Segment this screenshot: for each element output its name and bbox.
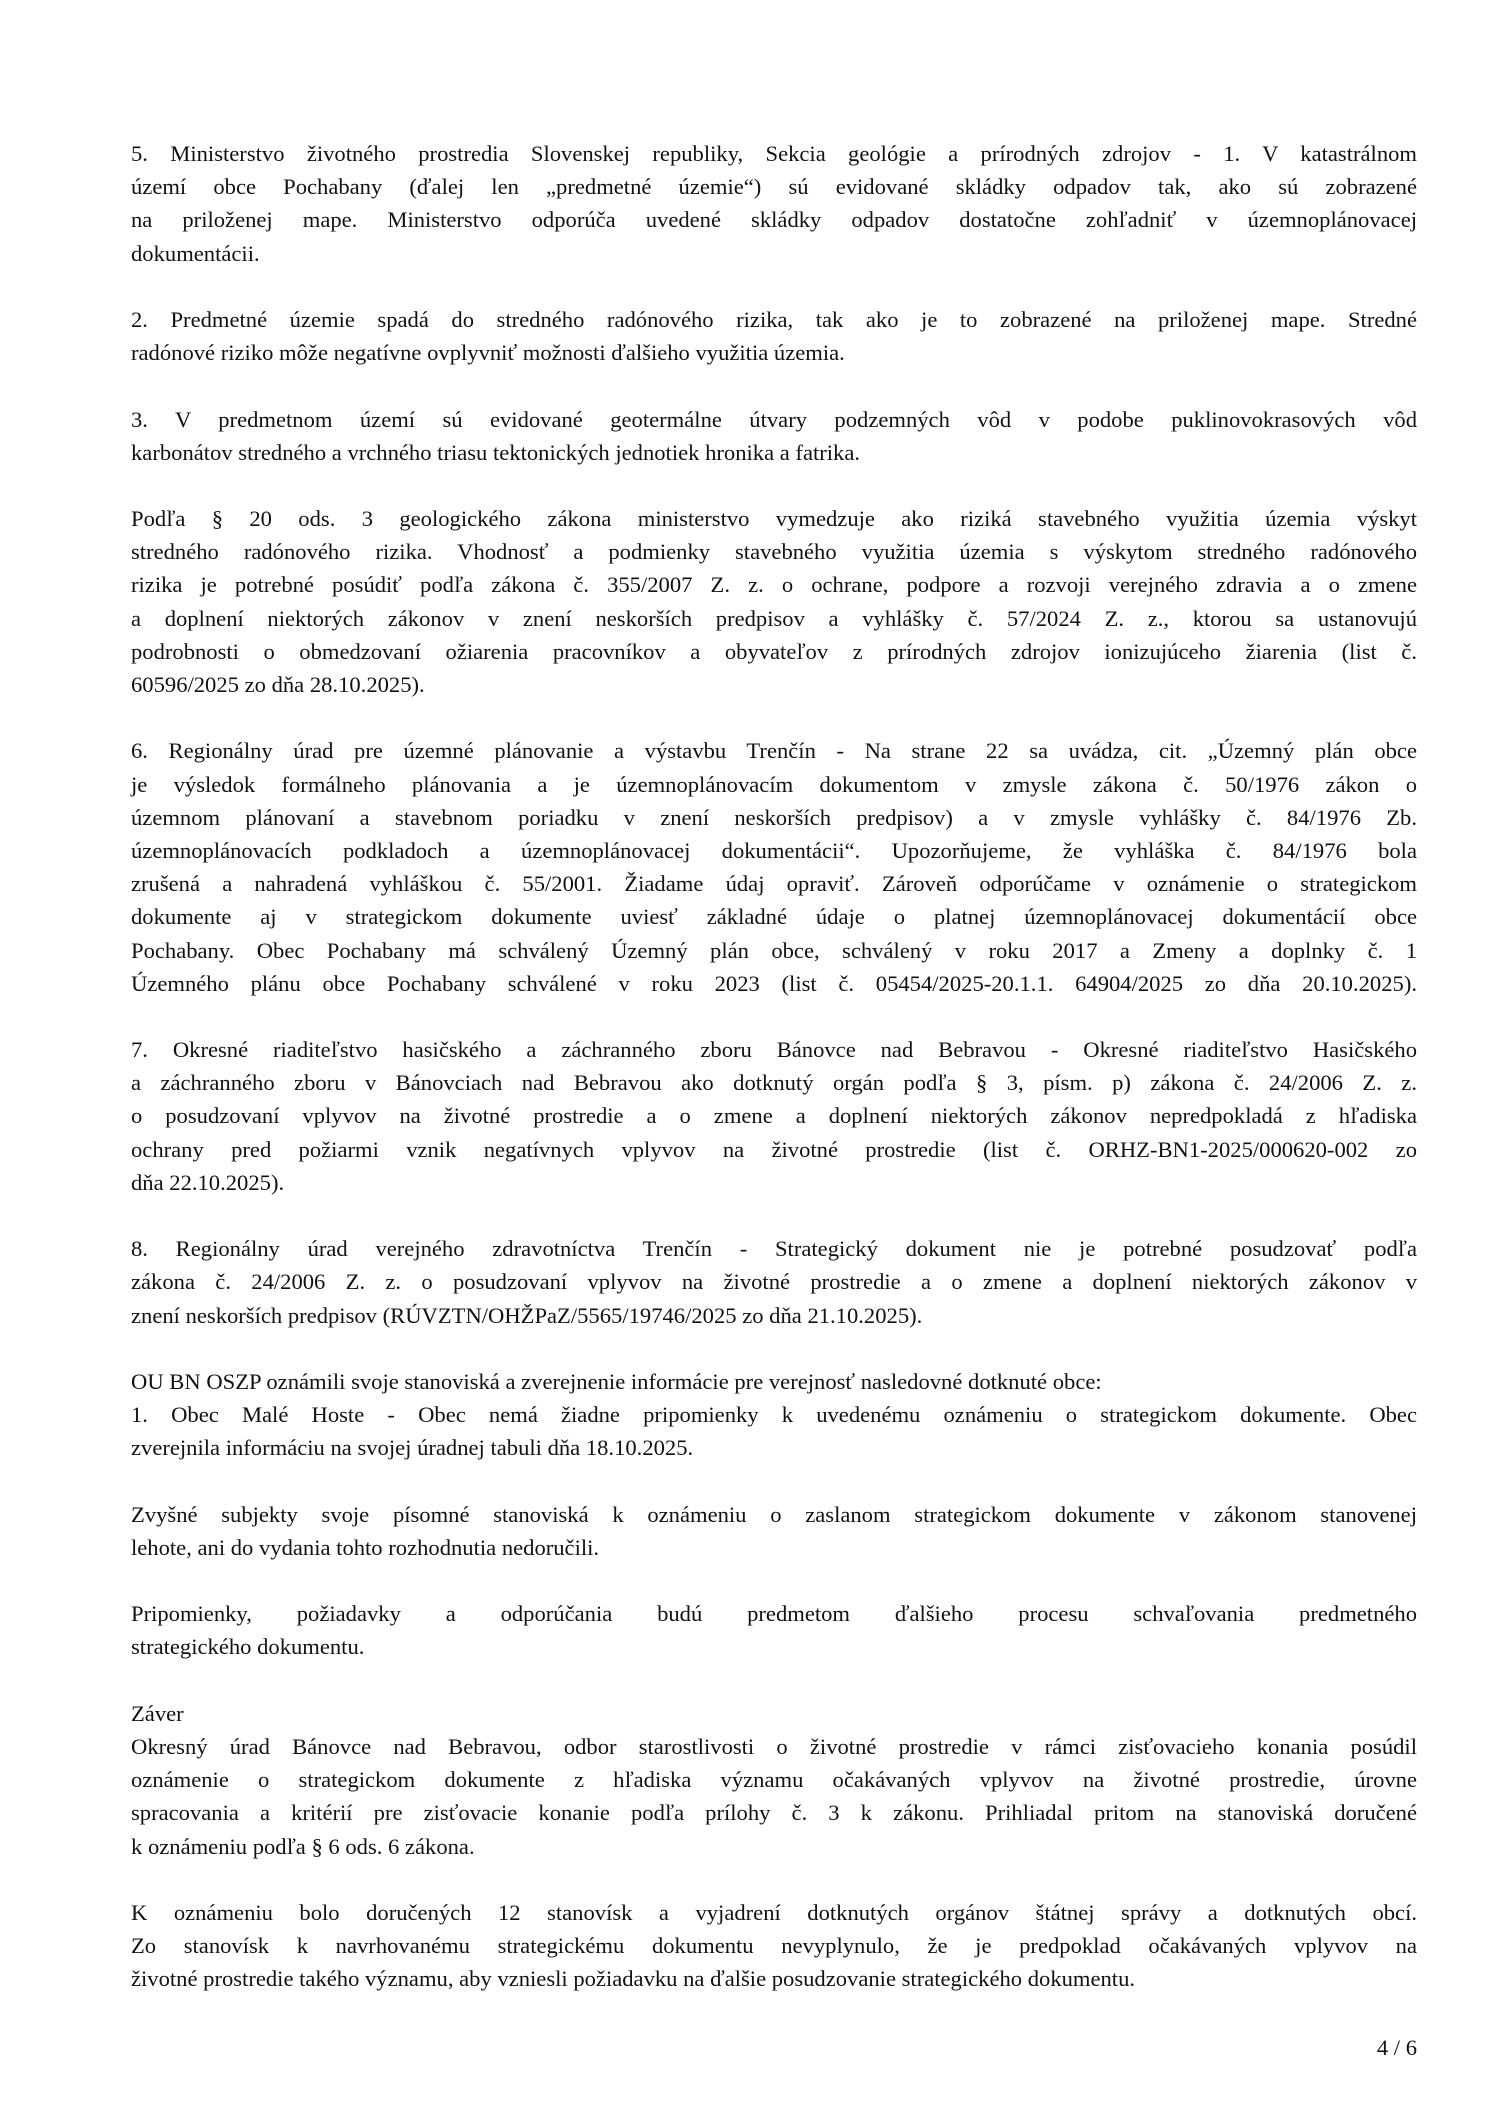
text-line: K oznámeniu bolo doručených 12 stanovísk a vyjadrení dotknutých orgánov štátnej správy a dotknutých obcí.	[131, 1899, 1417, 1925]
text-line: k oznámeniu podľa § 6 ods. 6 zákona.	[131, 1833, 475, 1859]
text-line: dokumente aj v strategickom dokumente uviesť základné údaje o platnej územnoplánovacej dokumentácií obce	[131, 904, 1417, 930]
text-line: strategického dokumentu.	[131, 1634, 365, 1660]
page-number: 4 / 6	[1376, 2035, 1417, 2060]
text-line: 1. Obec Malé Hoste - Obec nemá žiadne pripomienky k uvedenému oznámeniu o strategickom dokumente. Obec	[131, 1402, 1417, 1428]
paragraph-pripomienky	[131, 1597, 1417, 1663]
text-line: území obce Pochabany (ďalej len „predmetné územie“) sú evidované skládky odpadov tak, ako sú zobrazené	[131, 174, 1417, 200]
text-line: Zvyšné subjekty svoje písomné stanoviská k oznámeniu o zaslanom strategickom dokumente v zákonom stanovenej	[131, 1501, 1417, 1527]
text-line: 2. Predmetné územie spadá do stredného radónového rizika, tak ako je to zobrazené na priloženej mape. Stredné	[131, 306, 1417, 332]
paragraph-zaver	[131, 1697, 1417, 1863]
text-line: zrušená a nahradená vyhláškou č. 55/2001. Žiadame údaj opraviť. Zároveň odporúčame v oznámenie o strategickom	[131, 871, 1417, 897]
text-line: oznámenie o strategickom dokumente z hľadiska významu očakávaných vplyvov na životné prostredie, úrovne	[131, 1767, 1417, 1793]
text-line: zákona č. 24/2006 Z. z. o posudzovaní vplyvov na životné prostredie a o zmene a doplnení niektorých zákonov v	[131, 1269, 1417, 1295]
paragraph-radonove-riziko	[131, 303, 1417, 369]
text-line: 3. V predmetnom území sú evidované geotermálne útvary podzemných vôd v podobe puklinovokrasových vôd	[131, 406, 1417, 432]
text-line: stredného radónového rizika. Vhodnosť a podmienky stavebného využitia územia s výskytom stredného radónového	[131, 539, 1417, 565]
text-line: územnom plánovaní a stavebnom poriadku v znení neskorších predpisov) a v zmysle vyhlášky č. 84/1976 Zb.	[131, 804, 1417, 830]
paragraph-pocet-stanovisk	[131, 1896, 1417, 1996]
text-line: 5. Ministerstvo životného prostredia Slovenskej republiky, Sekcia geológie a prírodných zdrojov - 1. V katastrálnom	[131, 141, 1417, 166]
text-line: karbonátov stredného a vrchného triasu tektonických jednotiek hronika a fatrika.	[131, 439, 861, 465]
text-line: ochrany pred požiarmi vznik negatívnych vplyvov na životné prostredie (list č. ORHZ-BN1-2025/000620-002 zo	[131, 1136, 1417, 1162]
text-line: OU BN OSZP oznámili svoje stanoviská a zverejnenie informácie pre verejnosť nasledovné dotknuté obce:	[131, 1368, 1102, 1394]
text-line: znení neskorších predpisov (RÚVZTN/OHŽPaZ/5565/19746/2025 zo dňa 21.10.2025).	[131, 1302, 923, 1328]
text-line: a záchranného zboru v Bánovciach nad Bebravou ako dotknutý orgán podľa § 3, písm. p) zákona č. 24/2006 Z. z.	[131, 1070, 1417, 1096]
text-line: 60596/2025 zo dňa 28.10.2025).	[131, 672, 425, 697]
text-line: Podľa § 20 ods. 3 geologického zákona ministerstvo vymedzuje ako riziká stavebného využitia územia výskyt	[131, 506, 1417, 532]
text-line: a doplnení niektorých zákonov v znení neskorších predpisov a vyhlášky č. 57/2024 Z. z., ktorou sa ustanovujú	[131, 605, 1417, 631]
text-line: Zo stanovísk k navrhovanému strategickému dokumentu nevyplynulo, že je predpoklad očakávaných vplyvov na	[131, 1933, 1417, 1959]
paragraph-geologicky-zakon	[131, 502, 1417, 701]
paragraph-dotknute-obce	[131, 1365, 1417, 1465]
text-line: Územného plánu obce Pochabany schválené v roku 2023 (list č. 05454/2025-20.1.1. 64904/2025 zo dňa 20.10.2025).	[131, 970, 1417, 996]
text-line: rizika je potrebné posúdiť podľa zákona č. 355/2007 Z. z. o ochrane, podpore a rozvoji verejného zdravia a o zmene	[131, 572, 1417, 598]
section-heading-zaver: Záver	[131, 1700, 184, 1726]
text-line: životné prostredie takého významu, aby vzniesli požiadavku na ďalšie posudzovanie strategického dokumentu.	[131, 1966, 1136, 1992]
text-line: na priloženej mape. Ministerstvo odporúča uvedené skládky odpadov dostatočne zohľadniť v územnoplánovacej	[131, 207, 1417, 233]
text-line: spracovania a kritérií pre zisťovacie konanie podľa prílohy č. 3 k zákonu. Prihliadal pritom na stanoviská doručené	[131, 1800, 1417, 1826]
text-line: dokumentácii.	[131, 240, 260, 266]
text-line: dňa 22.10.2025).	[131, 1169, 285, 1195]
paragraph-ministerstvo-zp-geologia	[131, 137, 1417, 270]
paragraph-regionalny-urad-uzemne-planovanie	[131, 734, 1417, 1000]
text-line: 6. Regionálny úrad pre územné plánovanie a výstavbu Trenčín - Na strane 22 sa uvádza, cit. „Územný plán obce	[131, 738, 1417, 764]
text-line: zverejnila informáciu na svojej úradnej tabuli dňa 18.10.2025.	[131, 1435, 694, 1461]
text-line: je výsledok formálneho plánovania a je územnoplánovacím dokumentom v zmysle zákona č. 50/1976 zákon o	[131, 771, 1417, 797]
text-line: radónové riziko môže negatívne ovplyvniť možnosti ďalšieho využitia územia.	[131, 340, 845, 366]
text-line: Pochabany. Obec Pochabany má schválený Územný plán obce, schválený v roku 2017 a Zmeny a doplnky č. 1	[131, 937, 1417, 963]
paragraph-hasicsky-zbor	[131, 1033, 1417, 1199]
text-line: lehote, ani do vydania tohto rozhodnutia nedoručili.	[131, 1534, 600, 1560]
text-line: 8. Regionálny úrad verejného zdravotníctva Trenčín - Strategický dokument nie je potrebné posudzovať podľa	[131, 1236, 1417, 1262]
paragraph-ruvz-trencin	[131, 1232, 1417, 1332]
text-line: 7. Okresné riaditeľstvo hasičského a záchranného zboru Bánovce nad Bebravou - Okresné riaditeľstvo Hasičského	[131, 1037, 1417, 1063]
text-line: Okresný úrad Bánovce nad Bebravou, odbor starostlivosti o životné prostredie v rámci zisťovacieho konania posúdil	[131, 1734, 1417, 1759]
text-line: podrobnosti o obmedzovaní ožiarenia pracovníkov a obyvateľov z prírodných zdrojov ionizujúceho žiarenia (list č.	[131, 638, 1417, 664]
text-line: územnoplánovacích podkladoch a územnoplánovacej dokumentácii“. Upozorňujeme, že vyhláška č. 84/1976 bola	[131, 837, 1417, 863]
paragraph-geotermalne-utvary	[131, 403, 1417, 469]
text-line: o posudzovaní vplyvov na životné prostredie a o zmene a doplnení niektorých zákonov nepredpokladá z hľadiska	[131, 1103, 1417, 1129]
document-page	[131, 137, 1417, 1996]
text-line: Pripomienky, požiadavky a odporúčania budú predmetom ďalšieho procesu schvaľovania predmetného	[131, 1601, 1417, 1627]
paragraph-zvysne-subjekty	[131, 1498, 1417, 1564]
